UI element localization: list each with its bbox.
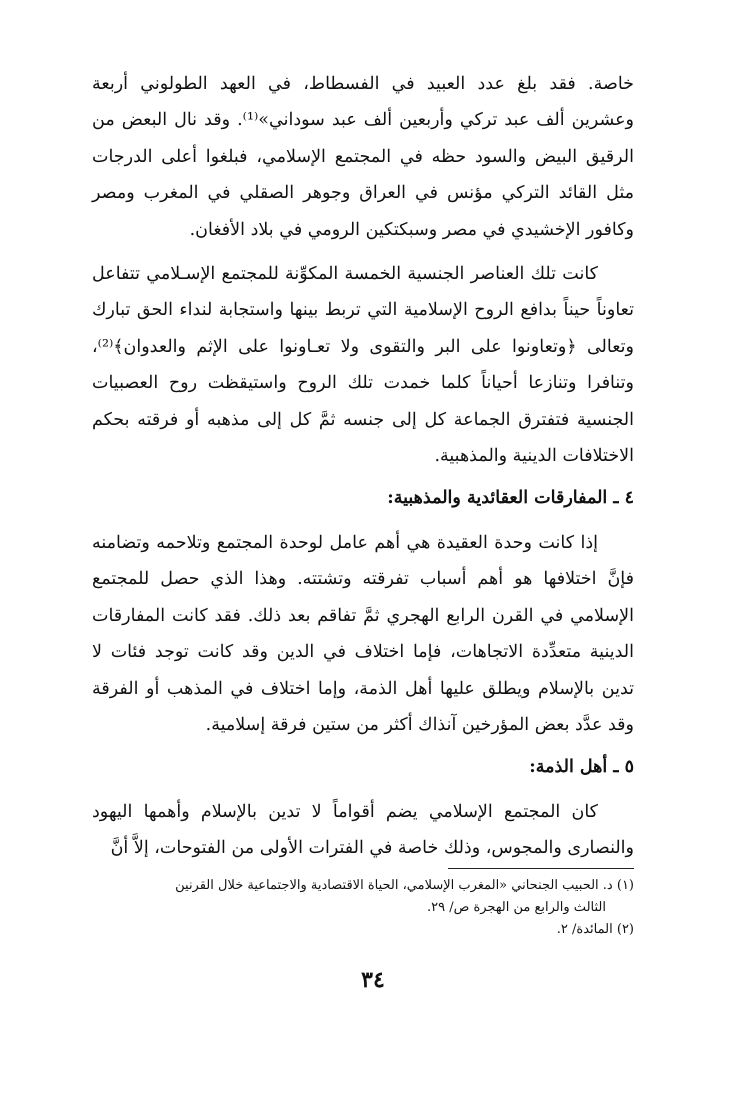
main-text [92,66,634,867]
paragraph-slaves-fustat: خاصة. فقد بلغ عدد العبيد في الفسطاط، في العهد الطولوني أربعة وعشرين ألف عبد تركي وأربعين ألف عبد سوداني»⁽¹⁾. وقد نال البعض من الرقيق البيض والسود حظه في المجتمع الإسلامي، فبلغوا أعلى الدرجات مثل القائد التركي مؤنس في العراق وجوهر الصقلي في المغرب ومصر وكافور الإخشيدي في مصر وسبكتكين الرومي في بلاد الأفغان. [92,74,634,240]
footnote-2: (٢) المائدة/ ٢. [556,922,634,937]
paragraph-doctrinal-unity: إذا كانت وحدة العقيدة هي أهم عامل لوحدة المجتمع وتلاحمه وتضامنه فإنَّ اختلافها هو أهم أسباب تفرقته وتشتته. وهذا الذي حصل للمجتمع الإسلامي في القرن الرابع الهجري ثمَّ تفاقم بعد ذلك. فقد كانت المفارقات الدينية متعدِّدة الاتجاهات، فإما اختلاف في الدين وقد كانت توجد فئات لا تدين بالإسلام ويطلق عليها أهل الذمة، وإما اختلاف في المذهب أو الفرقة وقد عدَّد بعض المؤرخين آنذاك أكثر من ستين فرقة إسلامية. [92,532,634,735]
page-number: ٣٤ [361,967,385,993]
footnote-1-continuation: الثالث والرابع من الهجرة ص/ ٢٩. [426,900,606,915]
section-heading-doctrinal-differences: ٤ ـ المفارقات العقائدية والمذهبية: [387,488,634,509]
footnote-separator [448,868,634,869]
footnotes [92,875,634,941]
section-heading-dhimmis: ٥ ـ أهل الذمة: [529,757,634,778]
footnote-1: (١) د. الحبيب الجنحاني «المغرب الإسلامي، الحياة الاقتصادية والاجتماعية خلال القرنين [175,878,634,893]
paragraph-ethnic-elements: كانت تلك العناصر الجنسية الخمسة المكوِّنة للمجتمع الإسـلامي تتفاعل تعاوناً حيناً بدافع الروح الإسلامية التي تربط بينها واستجابة لنداء الحق تبارك وتعالى ﴿وتعاونوا على البر والتقوى ولا تعـاونوا على الإثم والعدوان﴾⁽²⁾، وتنافرا وتنازعا أحياناً كلما خمدت تلك الروح واستيقظت روح العصبيات الجنسية فتفترق الجماعة كل إلى جنسه ثمَّ كل إلى مذهبه أو فرقته بحكم الاختلافات الدينية والمذهبية. [92,264,634,467]
paragraph-dhimmis: كان المجتمع الإسلامي يضم أقواماً لا تدين بالإسلام وأهمها اليهود والنصارى والمجوس، وذلك خاصة في الفترات الأولى من الفتوحات، إلاَّ أنَّ [92,801,634,859]
